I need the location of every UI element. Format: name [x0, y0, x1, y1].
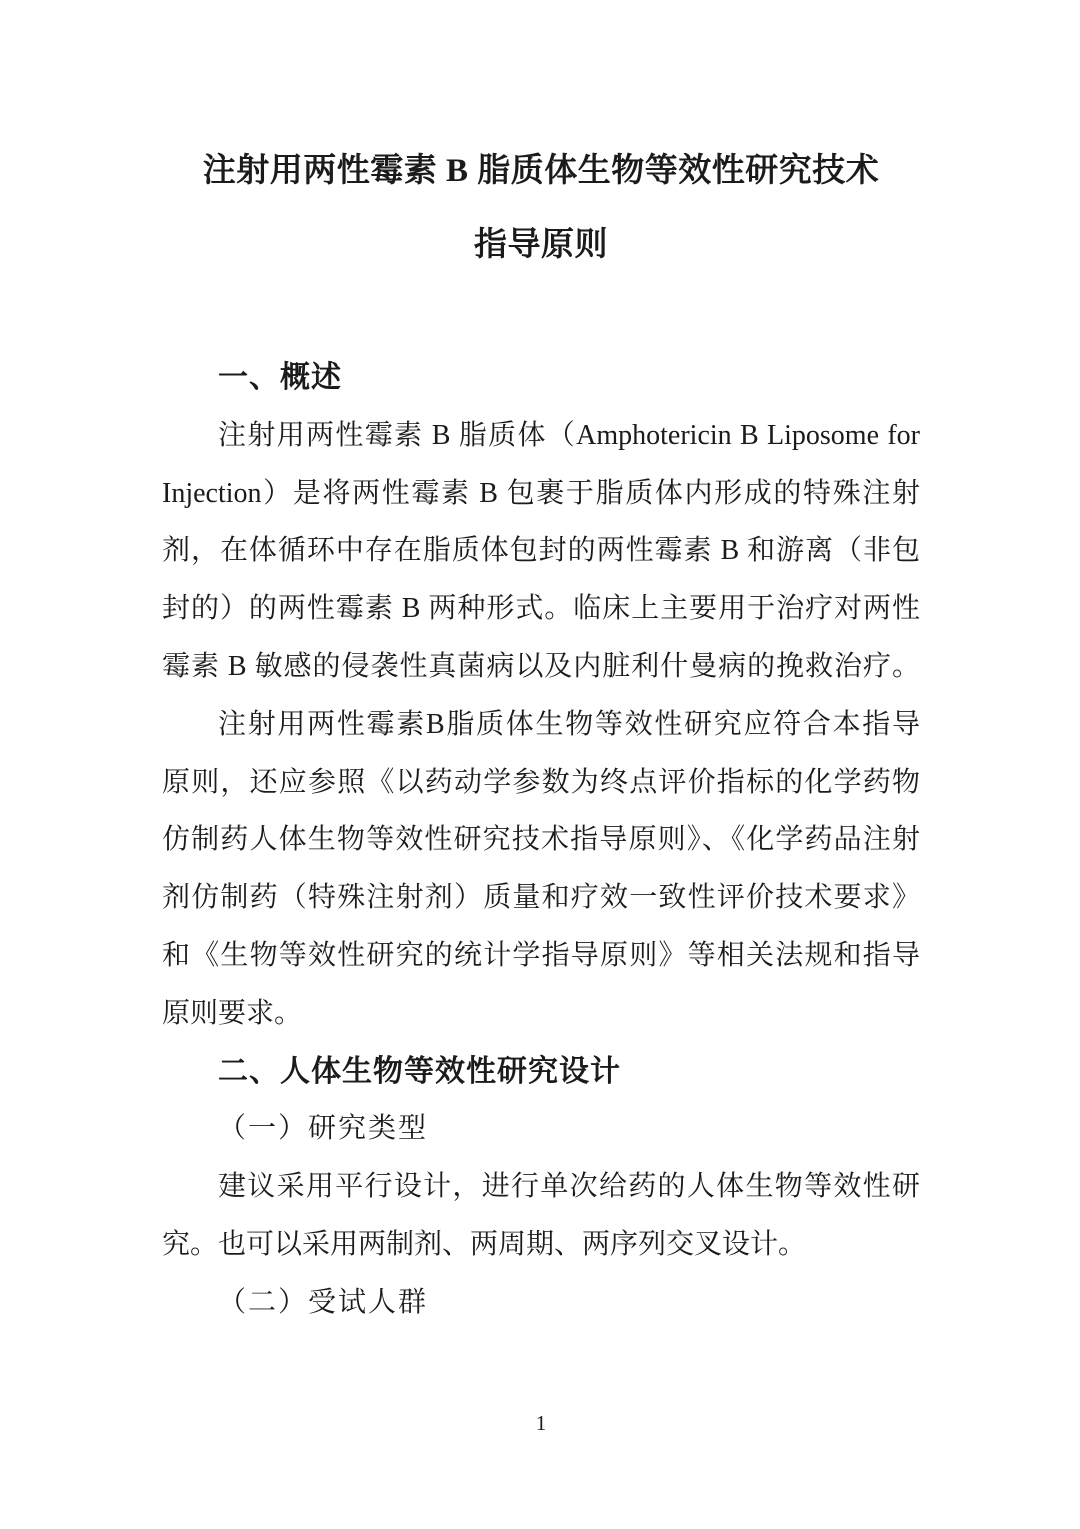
doc-title-line-1: 注射用两性霉素 B 脂质体生物等效性研究技术 — [202, 153, 880, 189]
subsection-heading: （二）受试人群 — [218, 1286, 429, 1318]
section-heading-1: 一、概述 — [218, 361, 342, 394]
body-line: Injection）是将两性霉素 B 包裹于脂质体内形成的特殊注射 — [162, 477, 920, 509]
body-line: 原则，还应参照《以药动学参数为终点评价指标的化学药物 — [162, 766, 920, 798]
body-line: 剂，在体循环中存在脂质体包封的两性霉素 B 和游离（非包 — [162, 535, 920, 567]
page-number: 1 — [535, 1411, 547, 1435]
subsection-heading: （一）研究类型 — [218, 1113, 429, 1145]
body-line: 剂仿制药（特殊注射剂）质量和疗效一致性评价技术要求》 — [162, 882, 920, 914]
body-line: 和《生物等效性研究的统计学指导原则》等相关法规和指导 — [162, 939, 920, 971]
body-line: 封的）的两性霉素 B 两种形式。临床上主要用于治疗对两性 — [162, 593, 920, 625]
body-line: 注射用两性霉素B脂质体生物等效性研究应符合本指导 — [218, 708, 920, 740]
body-line: 霉素 B 敏感的侵袭性真菌病以及内脏利什曼病的挽救治疗。 — [162, 650, 920, 682]
doc-title-line-2: 指导原则 — [474, 227, 608, 263]
body-line: 原则要求。 — [162, 997, 303, 1029]
body-line: 仿制药人体生物等效性研究技术指导原则》、《化学药品注射 — [162, 824, 920, 856]
section-heading-2: 二、人体生物等效性研究设计 — [218, 1054, 621, 1088]
body-line: 究。也可以采用两制剂、两周期、两序列交叉设计。 — [162, 1228, 807, 1260]
document-body — [162, 134, 920, 1332]
body-line: 建议采用平行设计，进行单次给药的人体生物等效性研 — [218, 1171, 920, 1203]
body-line: 注射用两性霉素 B 脂质体（Amphotericin B Liposome for — [218, 419, 920, 451]
